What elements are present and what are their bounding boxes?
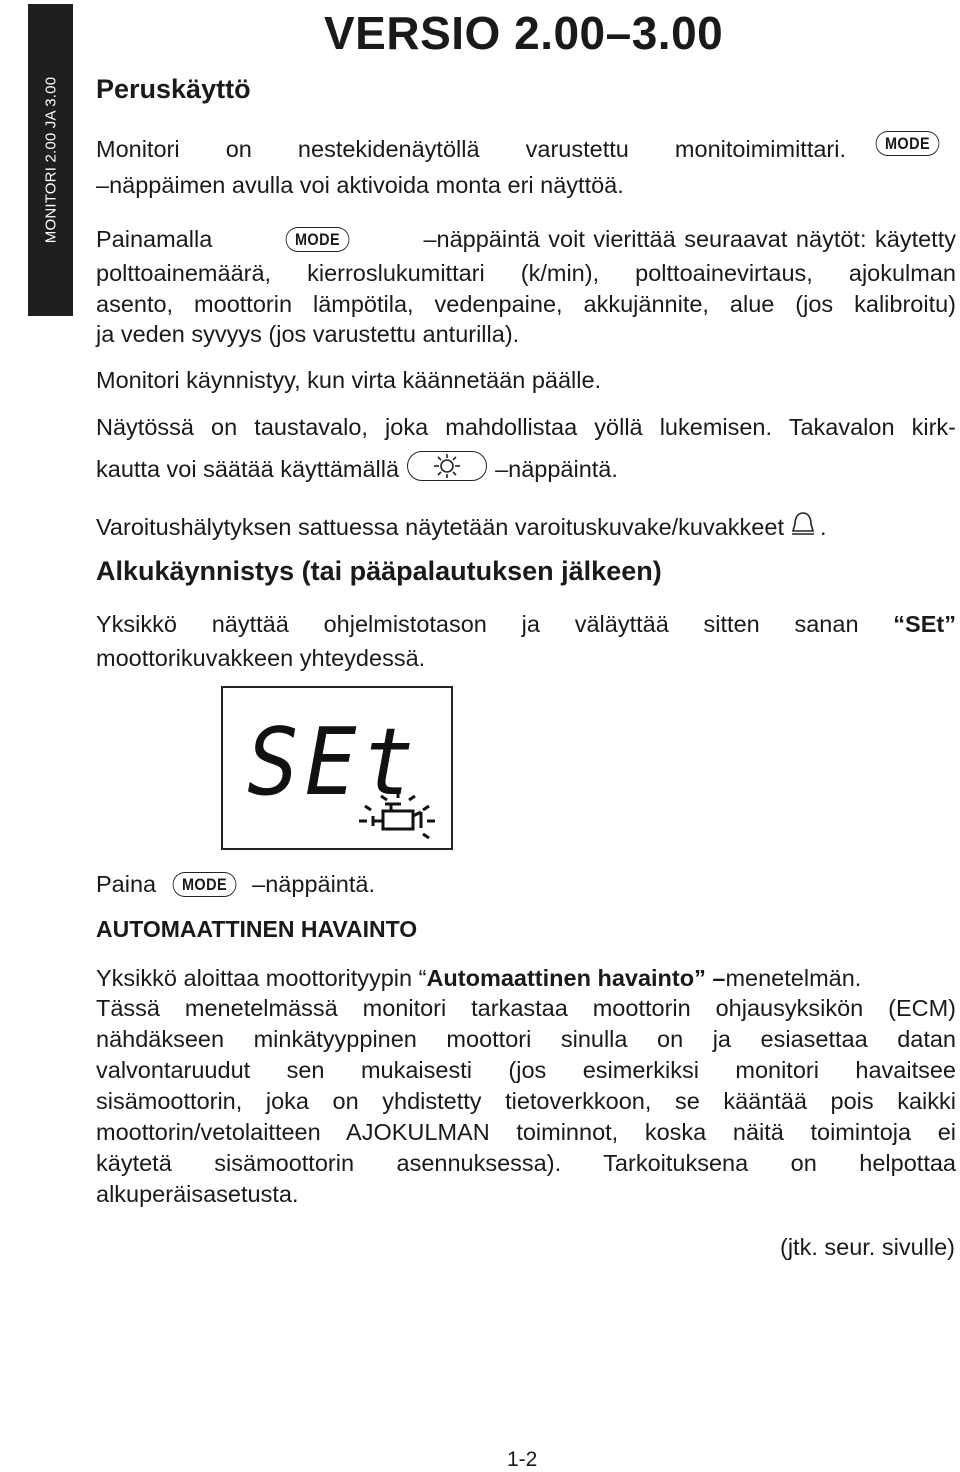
start-word: ja: [521, 611, 540, 637]
auto-body-line: valvontaruudut sen mukaisesti (jos esimerkiksi monitori havaitsee: [96, 1057, 956, 1083]
basic-p2-line2: polttoainemäärä, kierroslukumittari (k/min), polttoainevirtaus, ajokulman: [96, 260, 956, 286]
lcd-set-text: SEt: [247, 708, 421, 817]
start-word: Yksikkö: [96, 611, 177, 637]
start-word: sanan: [794, 611, 859, 637]
basic-p5-text: Varoitushälytyksen sattuessa näytetään varoituskuvake/kuvakkeet: [96, 514, 784, 540]
start-word: ohjelmistotason: [323, 611, 487, 637]
mode-button-icon: MODE: [172, 872, 236, 897]
mode-button-icon: MODE: [876, 131, 940, 156]
auto-line1-bold: Automaattinen havainto”: [426, 965, 706, 991]
lcd-display: [221, 686, 453, 850]
start-line1: [96, 609, 956, 640]
basic-p2-line3: asento, moottorin lämpötila, vedenpaine, akkujännite, alue (jos kalibroitu): [96, 291, 956, 317]
basic-p4-before: kautta voi säätää käyttämällä: [96, 456, 400, 482]
auto-last-line: alkuperäisasetusta.: [96, 1181, 299, 1207]
page-number: 1-2: [507, 1448, 538, 1471]
start-press-before: Paina: [96, 871, 157, 897]
mode-button-icon: MODE: [286, 227, 350, 252]
start-press-after: –näppäintä.: [252, 871, 376, 897]
start-press-line: [96, 870, 375, 898]
basic-p2-line4: ja veden syvyys (jos varustettu anturilla).: [96, 321, 520, 347]
auto-body-line: käytetä sisämoottorin asennuksessa). Tarkoituksena on helpottaa: [96, 1150, 956, 1176]
backlight-button-icon: [407, 451, 487, 481]
version-title: VERSIO 2.00–3.00: [324, 7, 724, 59]
continued-note: (jtk. seur. sivulle): [780, 1234, 955, 1260]
auto-line1-dash: –: [705, 965, 726, 991]
sun-icon: [431, 453, 463, 479]
start-quote-set: “SEt”: [893, 611, 956, 637]
start-word: näyttää: [211, 611, 289, 637]
basic-p5-end: .: [819, 514, 827, 540]
section-heading-auto: AUTOMAATTINEN HAVAINTO: [96, 916, 418, 942]
basic-p4-after: –näppäintä.: [495, 456, 618, 482]
basic-p2-before: Painamalla: [96, 226, 213, 252]
side-tab-label: MONITORI 2.00 JA 3.00: [42, 76, 59, 244]
auto-body-line: sisämoottorin, joka on yhdistetty tietoverkkoon, se kääntää pois kaikki: [96, 1088, 956, 1114]
basic-p1-line2: –näppäimen avulla voi aktivoida monta eri näyttöä.: [96, 172, 624, 198]
basic-p1-line1: Monitori on nestekidenäytöllä varustettu monitoimimittari.: [96, 136, 846, 162]
section-heading-basic: Peruskäyttö: [96, 74, 251, 104]
section-heading-start: Alkukäynnistys (tai pääpalautuksen jälkeen): [96, 556, 662, 586]
auto-line1-before: Yksikkö aloittaa moottorityypin “: [96, 965, 427, 991]
warning-bell-icon: [788, 511, 818, 539]
lcd-screen: [223, 688, 451, 848]
auto-body-line: moottorin/vetolaitteen AJOKULMAN toiminnot, koska näitä toimintoja ei: [96, 1119, 956, 1145]
start-line2: moottorikuvakkeen yhteydessä.: [96, 645, 426, 671]
basic-p4-line1: Näytössä on taustavalo, joka mahdollistaa yöllä lukemisen. Takavalon kirk-: [96, 414, 956, 440]
start-word: sitten: [703, 611, 760, 637]
basic-p2-line1: [96, 224, 956, 255]
basic-p5: [96, 511, 827, 541]
auto-body-line: nähdäkseen minkätyyppinen moottori sinulla on ja esiasettaa datan: [96, 1026, 956, 1052]
auto-line1: [96, 964, 861, 992]
basic-p2-after: –näppäintä voit vierittää seuraavat näytöt: käytetty: [423, 226, 956, 252]
basic-p4-line2: [96, 451, 618, 483]
auto-body-line: Tässä menetelmässä monitori tarkastaa moottorin ohjausyksikön (ECM): [96, 995, 956, 1021]
start-word: väläyttää: [574, 611, 669, 637]
side-tab: [28, 4, 73, 316]
basic-p3: Monitori käynnistyy, kun virta käännetään päälle.: [96, 367, 602, 393]
auto-line1-after: menetelmän.: [725, 965, 862, 991]
